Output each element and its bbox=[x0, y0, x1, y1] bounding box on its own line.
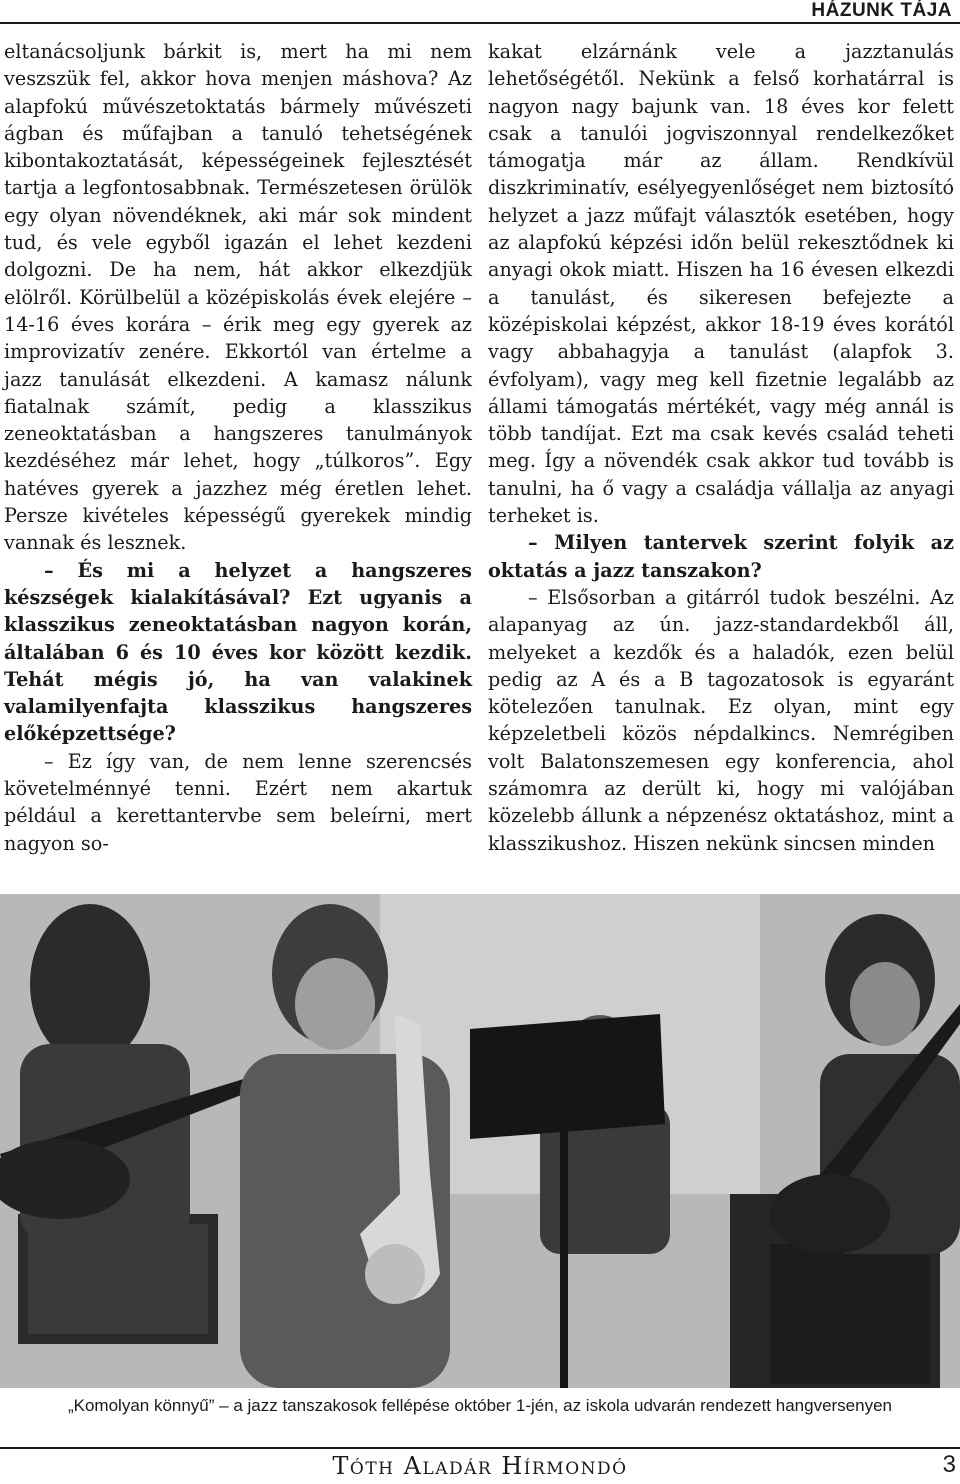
running-head: HÁZUNK TÁJA bbox=[811, 0, 952, 21]
paragraph: kakat elzárnánk vele a jazztanulás lehetőségétől. Nekünk a felső korhatárral is nagyon nagy bajunk van. 18 éves kor felett csak a tanulói jogviszonnyal rendelkezőket támogatja már az állam. Rendkívül diszkriminatív, esélyegyenlőséget nem biztosító helyzet a jazz műfajt választók esetében, hogy az alapfokú képzési időn belül rekesztődnek ki anyagi okok miatt. Hiszen ha 16 évesen elkezdi a tanulást, és sikeresen befejezte a középiskolai képzést, akkor 18-19 éves korától vagy abbahagyja a tanulást (alapfok 3. évfolyam), vagy meg kell fizetnie legalább az állami támogatás mértékét, vagy még annál is több tandíjat. Ezt ma csak kevés család teheti meg. Így a növendék csak akkor tud tovább is tanulni, ha ő vagy a családja vállalja az anyagi terheket is. bbox=[488, 40, 954, 528]
left-column bbox=[4, 38, 472, 857]
photo-illustration bbox=[0, 894, 960, 1388]
paragraph: eltanácsoljunk bárkit is, mert ha mi nem veszszük fel, akkor hova menjen máshova? Az alapfokú művészetoktatás bármely művészeti ágban és műfajban a tanuló tehetségének kibontakoztatását, képességeinek fejlesztését tartja a legfontosabbnak. Természetesen örülök egy olyan növendéknek, aki már sok mindent tud, és vele egyből igazán el lehet kezdeni dolgozni. De ha nem, hát akkor elkezdjük elölről. Körülbelül a középiskolás évek elejére – 14-16 éves korára – érik meg egy gyerek az improvizatív zenére. Ekkortól van értelme a jazz tanulását elkezdeni. A kamasz nálunk fiatalnak számít, pedig a klasszikus zeneoktatásban a hangszeres tanulmányok kezdéséhez már lehet, hogy „túlkoros”. Egy hatéves gyerek a jazzhez még éretlen lehet. Persze kivételes képességű gyerekek mindig vannak és lesznek. bbox=[4, 40, 472, 555]
publication-name: Tóth Aladár Hírmondó bbox=[332, 1452, 628, 1480]
music-stand bbox=[470, 1014, 665, 1139]
header-rule bbox=[0, 22, 960, 24]
concert-photo bbox=[0, 894, 960, 1388]
photo-caption: „Komolyan könnyű” – a jazz tanszakosok fellépése október 1-jén, az iskola udvarán rendezett hangversenyen bbox=[67, 1396, 893, 1415]
page-number: 3 bbox=[942, 1451, 956, 1478]
right-column bbox=[488, 38, 954, 857]
paragraph: – Elsősorban a gitárról tudok beszélni. Az alapanyag az ún. jazz-standardekből áll, melyeket a kezdők és a haladók, ezen belül pedig az A és a B tagozatosok is egyaránt kötelezően tanulnak. Ez olyan, mint egy képzeletbeli közös népdalkincs. Nemrégiben volt Balatonszemesen egy konferencia, ahol számomra az derült ki, hogy mi valójában közelebb állunk a népzenész oktatáshoz, mint a klasszikushoz. Hiszen nekünk sincsen minden bbox=[488, 585, 954, 855]
paragraph: – Ez így van, de nem lenne szerencsés követelménnyé tenni. Ezért nem akartuk például a kerettantervbe sem beleírni, mert nagyon so- bbox=[4, 749, 472, 855]
musician bbox=[30, 904, 150, 1064]
interview-question: – És mi a helyzet a hangszeres készségek kialakításával? Ezt ugyanis a klasszikus zeneoktatásban nagyon korán, általában 6 és 10 éves kor között kezdik. Tehát mégis jó, ha van valakinek valamilyenfajta klasszikus hangszeres előképzettsége? bbox=[4, 558, 472, 746]
interview-question: – Milyen tantervek szerint folyik az oktatás a jazz tanszakon? bbox=[488, 531, 954, 582]
footer-rule bbox=[0, 1447, 960, 1449]
